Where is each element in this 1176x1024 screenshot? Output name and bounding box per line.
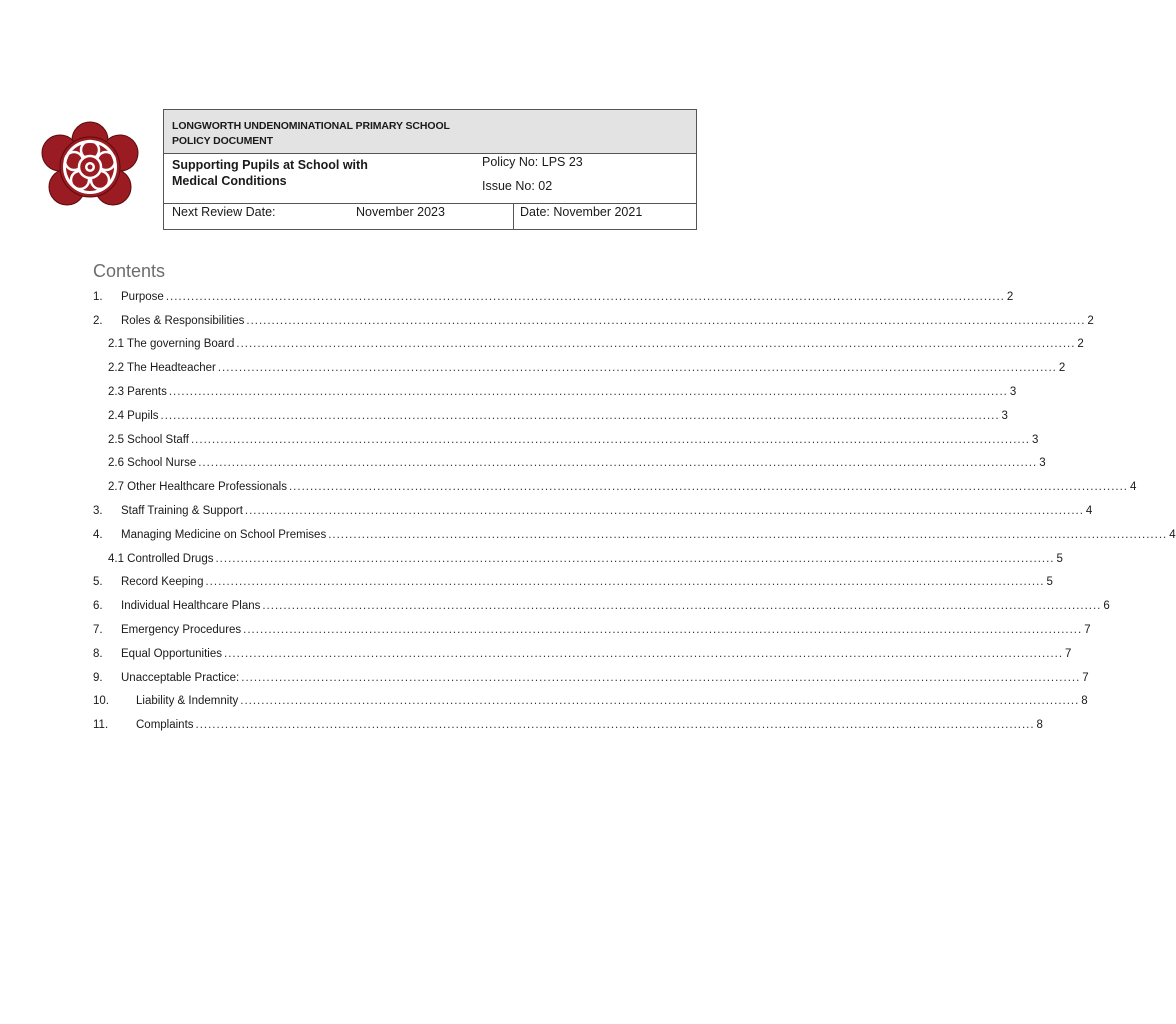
toc-entry-label: Liability & Indemnity [136,695,239,708]
toc-entry-page: 4 [1169,528,1176,541]
toc-dot-leader: ........................................................................................................................................................................................................ [240,695,1080,708]
toc-entry-page: 7 [1084,624,1091,637]
toc-entry[interactable] [93,333,1084,357]
toc-dot-leader: ........................................................................................................................................................................................................ [236,338,1076,351]
toc-entry-number: 4. [93,528,103,541]
policy-info-row [164,154,696,204]
cell-divider [513,204,514,229]
toc-entry-page: 3 [1032,433,1039,446]
toc-entry-label: Managing Medicine on School Premises [121,528,327,541]
toc-dot-leader: ........................................................................................................................................................................................................ [198,457,1038,470]
school-name-line1: LONGWORTH UNDENOMINATIONAL PRIMARY SCHOOL [172,120,450,132]
contents-heading: Contents [93,261,166,281]
toc-entry-number: 7. [93,624,103,637]
issue-number: Issue No: 02 [482,179,553,193]
toc-entry[interactable] [93,618,1091,642]
toc-entry-number: 6. [93,600,103,613]
toc-entry[interactable] [93,428,1039,452]
toc-entry-page: 8 [1081,695,1088,708]
toc-entry-label: Unacceptable Practice: [121,671,240,684]
toc-dot-leader: ........................................................................................................................................................................................................ [195,719,1035,732]
toc-entry[interactable] [93,285,1014,309]
toc-dot-leader: ........................................................................................................................................................................................................ [215,552,1055,565]
toc-entry-label: Complaints [136,719,194,732]
toc-entry-number: 11. [93,719,109,732]
toc-dot-leader: ........................................................................................................................................................................................................ [244,505,1084,518]
toc-entry-number: 10. [93,695,109,708]
toc-entry-label: 4.1 Controlled Drugs [108,552,214,565]
toc-entry-page: 7 [1065,647,1072,660]
toc-entry[interactable] [93,380,1017,404]
toc-dot-leader: ........................................................................................................................................................................................................ [328,528,1168,541]
toc-dot-leader: ........................................................................................................................................................................................................ [241,671,1081,684]
toc-entry-page: 5 [1056,552,1063,565]
policy-header-table [163,109,697,230]
toc-dot-leader: ........................................................................................................................................................................................................ [224,647,1064,660]
toc-entry-label: 2.7 Other Healthcare Professionals [108,481,287,494]
toc-entry[interactable] [93,571,1053,595]
review-date-row [164,204,696,230]
toc-entry-number: 2. [93,314,103,327]
toc-entry[interactable] [93,713,1043,737]
toc-entry-number: 8. [93,647,103,660]
school-rose-logo [38,120,142,212]
toc-entry-label: Staff Training & Support [121,505,243,518]
toc-entry-page: 2 [1058,362,1066,375]
toc-dot-leader: ........................................................................................................................................................................................................ [246,314,1086,327]
policy-title-line2: Medical Conditions [172,174,287,188]
toc-entry-label: 2.1 The governing Board [108,338,235,351]
toc-entry[interactable] [93,523,1176,547]
school-name [172,119,450,149]
toc-entry[interactable] [93,547,1063,571]
toc-entry-label: 2.6 School Nurse [108,457,197,470]
toc-dot-leader: ........................................................................................................................................................................................................ [217,362,1057,375]
toc-entry-label: 2.3 Parents [108,386,167,399]
next-review-label: Next Review Date: [172,205,276,219]
toc-entry-page: 4 [1130,481,1137,494]
toc-entry-label: Individual Healthcare Plans [121,600,261,613]
toc-entry[interactable] [93,475,1137,499]
toc-entry-page: 8 [1036,719,1043,732]
toc-dot-leader: ........................................................................................................................................................................................................ [190,433,1030,446]
toc-entry-number: 3. [93,505,103,518]
toc-entry-number: 9. [93,671,103,684]
toc-entry[interactable] [93,404,1008,428]
toc-entry-page: 2 [1077,338,1084,351]
toc-dot-leader: ........................................................................................................................................................................................................ [168,386,1008,399]
toc-entry-label: Emergency Procedures [121,624,242,637]
toc-dot-leader: ........................................................................................................................................................................................................ [288,481,1128,494]
toc-dot-leader: ........................................................................................................................................................................................................ [205,576,1045,589]
school-name-line2: POLICY DOCUMENT [172,135,273,147]
toc-entry-page: 3 [1001,409,1008,422]
toc-entry[interactable] [93,499,1093,523]
policy-title-line1: Supporting Pupils at School with [172,158,368,172]
toc-entry[interactable] [93,452,1046,476]
toc-entry[interactable] [93,594,1110,618]
toc-entry-page: 7 [1082,671,1089,684]
toc-entry-page: 5 [1046,576,1053,589]
policy-date: Date: November 2021 [520,205,643,219]
toc-entry-page: 3 [1039,457,1046,470]
toc-dot-leader: ........................................................................................................................................................................................................ [262,600,1102,613]
table-of-contents [93,285,1176,737]
toc-entry-label: 2.5 School Staff [108,433,189,446]
school-name-cell [164,110,696,154]
toc-entry-page: 4 [1085,505,1093,518]
toc-entry-label: Equal Opportunities [121,647,223,660]
toc-entry-page: 2 [1006,290,1014,303]
toc-entry[interactable] [93,356,1066,380]
toc-entry[interactable] [93,642,1072,666]
toc-entry-label: Roles & Responsibilities [121,314,245,327]
toc-entry-label: 2.4 Pupils [108,409,159,422]
toc-entry[interactable] [93,666,1089,690]
toc-dot-leader: ........................................................................................................................................................................................................ [243,624,1083,637]
next-review-value: November 2023 [356,205,445,219]
toc-entry[interactable] [93,690,1088,714]
toc-dot-leader: ........................................................................................................................................................................................................ [165,290,1005,303]
toc-dot-leader: ........................................................................................................................................................................................................ [160,409,1000,422]
toc-entry[interactable] [93,309,1094,333]
toc-entry-number: 5. [93,576,103,589]
toc-entry-label: 2.2 The Headteacher [108,362,216,375]
toc-entry-page: 6 [1103,600,1110,613]
toc-entry-page: 2 [1087,314,1094,327]
toc-entry-page: 3 [1009,386,1017,399]
policy-title [172,157,432,189]
toc-entry-label: Purpose [121,290,164,303]
policy-number: Policy No: LPS 23 [482,155,583,169]
toc-entry-number: 1. [93,290,103,303]
toc-entry-label: Record Keeping [121,576,204,589]
